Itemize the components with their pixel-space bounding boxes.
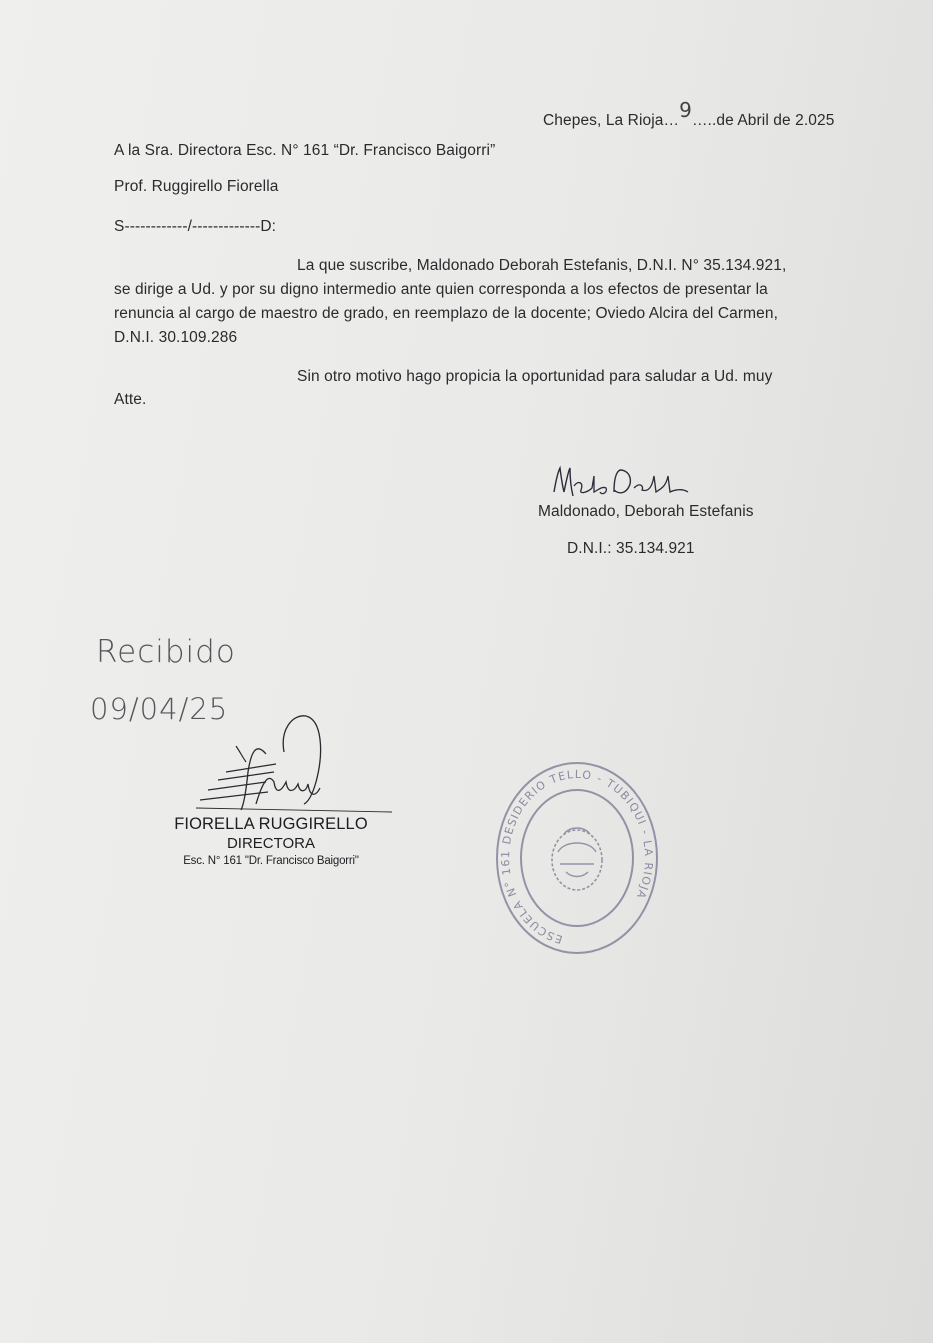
date-place: Chepes, La Rioja — [543, 112, 664, 129]
body-paragraph-1-line-4: D.N.I. 30.109.286 — [114, 329, 238, 346]
director-school: Esc. N° 161 "Dr. Francisco Baigorri" — [183, 855, 359, 867]
recipient-line: A la Sra. Directora Esc. N° 161 “Dr. Francisco Baigorri” — [114, 142, 496, 159]
school-seal — [494, 760, 660, 960]
body-paragraph-2-line-1: Sin otro motivo hago propicia la oportunidad para saludar a Ud. muy — [297, 368, 773, 385]
received-word-handwritten: Recibido — [96, 634, 236, 670]
recipient-name: Prof. Ruggirello Fiorella — [114, 178, 279, 195]
date-dots-right: ….. — [691, 112, 717, 129]
date-dots-left: … — [663, 112, 680, 129]
signer-signature — [548, 462, 698, 507]
signer-name: Maldonado, Deborah Estefanis — [538, 503, 754, 520]
director-signature — [196, 712, 396, 817]
school-seal-ring-text: ESCUELA N° 161 DESIDERIO TELLO - TUBIQUI - LA RIOJA — [498, 767, 656, 946]
body-paragraph-1-line-1: La que suscribe, Maldonado Deborah Estefanis, D.N.I. N° 35.134.921, — [297, 257, 787, 274]
date-line — [543, 98, 835, 130]
body-paragraph-2-line-2: Atte. — [114, 391, 147, 408]
date-day-handwritten: 9 — [679, 98, 692, 122]
body-paragraph-1-line-2: se dirige a Ud. y por su digno intermedio ante quien corresponda a los efectos de presentar la — [114, 281, 768, 298]
director-name: FIORELLA RUGGIRELLO — [174, 815, 368, 833]
director-title: DIRECTORA — [226, 835, 316, 852]
signer-dni: D.N.I.: 35.134.921 — [567, 540, 695, 557]
received-date-handwritten: 09/04/25 — [90, 692, 229, 726]
salutation: S------------/-------------D: — [114, 218, 277, 235]
date-month-year: de Abril de 2.025 — [716, 112, 835, 129]
body-paragraph-1-line-3: renuncia al cargo de maestro de grado, en reemplazo de la docente; Oviedo Alcira del Carmen, — [114, 305, 779, 322]
director-stamp — [156, 815, 386, 867]
